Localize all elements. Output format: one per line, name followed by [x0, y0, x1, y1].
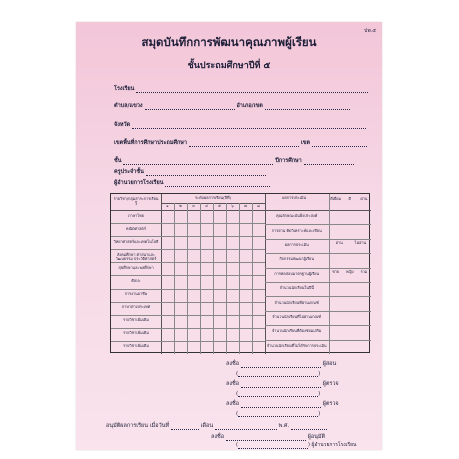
table-header-divider — [111, 210, 371, 211]
approver-sign — [211, 433, 325, 441]
subdistrict-dots — [145, 103, 235, 110]
score-col-line — [252, 203, 253, 354]
province-line — [114, 121, 366, 129]
right-row-label: จำนวนนักเรียนที่ต้องซ่อมเสริม — [272, 328, 322, 334]
subject-row-line — [111, 223, 265, 224]
score-col-line — [226, 203, 227, 354]
subject-row-line — [111, 341, 265, 342]
right-row-label: จำนวนนักเรียนที่ไม่ได้รับการประเมิน — [266, 342, 327, 348]
province-dots — [132, 122, 366, 129]
head-scores: ระดับผลการเรียน(ปีที่) — [194, 195, 231, 200]
area-line — [114, 139, 367, 147]
right-row-line — [265, 253, 371, 254]
area-label: เขตพื้นที่การศึกษาประถมศึกษา — [114, 140, 188, 146]
right-row-label: จำนวนนักเรียนที่ไม่ผ่านเกณฑ์ — [272, 314, 322, 319]
right-row-line — [265, 311, 371, 312]
homeroom-line — [114, 168, 266, 176]
sign-dots — [241, 381, 321, 388]
score-col-label: ๓ — [192, 203, 195, 208]
approver-title: ( ) ผู้อำนวยการโรงเรียน — [236, 442, 357, 448]
score-col-line — [174, 203, 175, 354]
subject-row-line — [111, 262, 265, 263]
right-small-label: ไม่อ่าน — [354, 239, 367, 245]
name-dots — [236, 410, 321, 417]
director-line — [114, 179, 270, 187]
signature-name-3: ( ) — [236, 411, 321, 417]
subject-label: สังคมศึกษา ศาสนาและวัฒนธรรม ประวัติศาสตร์ — [115, 251, 157, 262]
right-row-label: การทดสอบมาตรฐานผู้เรียน — [274, 270, 320, 276]
signature-teacher — [226, 360, 336, 368]
subject-label: รายวิชาเพิ่มเติม — [123, 330, 149, 336]
right-row-line — [265, 282, 371, 283]
score-col-line — [239, 203, 240, 354]
approver-name-dots — [238, 442, 308, 449]
right-row-line — [265, 296, 371, 297]
subject-row-line — [111, 249, 265, 250]
sign-label: ลงชื่อ — [226, 381, 240, 387]
approve-day-dots — [171, 423, 199, 430]
homeroom-label: ครูประจำชั้น — [114, 169, 144, 175]
right-row-line — [265, 268, 371, 269]
right-value-divider — [329, 194, 330, 354]
score-col-label: ๑ — [166, 203, 169, 208]
book-subtitle: ชั้นประถมศึกษาปีที่ ๕ — [187, 61, 271, 71]
right-small-label: รวม — [360, 268, 368, 274]
right-row-label: การอ่าน คิดวิเคราะห์และเขียน — [271, 227, 322, 233]
signature-name-1: ( ) — [236, 371, 321, 377]
subject-label: คณิตศาสตร์ — [126, 225, 146, 231]
name-dots — [236, 390, 321, 397]
school-dots — [136, 86, 368, 93]
sign-dots — [241, 401, 321, 408]
sign-role: ผู้สอน — [322, 361, 337, 367]
sign-role: ผู้ตรวจ — [322, 381, 339, 387]
subdistrict-label: ตำบล/แขวง — [114, 103, 143, 109]
score-col-label: ๗ — [244, 203, 247, 208]
homeroom-dots — [146, 169, 266, 176]
class-dots — [123, 158, 273, 165]
right-head: ผลการประเมิน — [282, 195, 307, 200]
area-dots — [189, 140, 299, 147]
score-col-label: ๕ — [218, 203, 221, 208]
right-small-label: หญิง — [345, 268, 354, 274]
approve-label: อนุมัติผลการเรียน เมื่อวันที่ — [106, 423, 170, 429]
head-subject: รายวิชา/กลุ่มสาระการเรียนรู้ — [113, 196, 159, 206]
right-row-label: คุณลักษณะอันพึงประสงค์ — [276, 213, 318, 219]
right-row-label: จำนวนนักเรียนที่ผ่านเกณฑ์ — [274, 299, 319, 305]
district-dots — [265, 103, 350, 110]
score-col-label: ๒ — [179, 203, 182, 208]
subject-row-line — [111, 315, 265, 316]
name-dots — [236, 370, 321, 377]
subject-row-line — [111, 302, 265, 303]
subject-label: รายวิชาเพิ่มเติม — [123, 317, 149, 323]
subject-label: รายวิชาเพิ่มเติม — [123, 343, 149, 349]
class-label: ชั้น — [114, 158, 122, 164]
signature-checker-2 — [226, 400, 339, 408]
director-role: ผู้อำนวยการโรงเรียน — [311, 442, 357, 448]
right-row-label: จำนวนนักเรียนในปีนี้ — [279, 285, 314, 291]
score-col-label: ๘ — [257, 203, 260, 208]
score-col-line — [213, 203, 214, 354]
area-suffix-label: เขต — [300, 140, 311, 146]
right-small-label: ผ่าน — [360, 196, 368, 201]
approve-year-label: พ.ศ. — [278, 423, 290, 429]
right-row-line — [265, 224, 371, 225]
subject-row-line — [111, 236, 265, 237]
subject-row-line — [111, 289, 265, 290]
score-col-label: ๖ — [231, 203, 234, 208]
approver-dots — [226, 434, 306, 441]
subject-label: สุขศึกษาและพลศึกษา — [118, 264, 154, 270]
right-row-label: ผลการประเมิน — [284, 242, 309, 247]
approve-month-label: เดือน — [200, 423, 214, 429]
signature-checker-1 — [226, 380, 339, 388]
right-row-line — [265, 325, 371, 326]
sign-label: ลงชื่อ — [226, 361, 240, 367]
year-label: ปีการศึกษา — [275, 158, 302, 164]
grade-table — [110, 193, 370, 353]
district-label: อำเภอ/เขต — [236, 103, 263, 109]
area-suffix-dots — [312, 140, 367, 147]
right-small-label: ดีเยี่ยม — [330, 196, 342, 201]
signature-name-2: ( ) — [236, 391, 321, 397]
province-label: จังหวัด — [114, 122, 131, 128]
sign-dots — [241, 361, 321, 368]
subject-label: ศิลปะ — [131, 278, 141, 283]
sign-label: ลงชื่อ — [226, 401, 240, 407]
right-row-label: กิจกรรมพัฒนาผู้เรียน — [279, 256, 314, 262]
right-row-line — [265, 340, 371, 341]
approval-line — [106, 422, 327, 430]
approver-role: ผู้อนุมัติ — [307, 434, 326, 440]
grade-record-book-cover — [76, 22, 382, 450]
subject-col-divider — [161, 194, 162, 354]
school-label: โรงเรียน — [114, 86, 135, 92]
director-dots — [165, 180, 270, 187]
score-col-label: ๔ — [205, 203, 208, 208]
approve-year-dots — [291, 423, 327, 430]
school-line — [114, 85, 368, 93]
sign-role: ผู้ตรวจ — [322, 401, 339, 407]
subject-label: ภาษาต่างประเทศ — [121, 304, 151, 310]
class-line — [114, 157, 354, 165]
subject-row-line — [111, 328, 265, 329]
document-code: ปพ.๕ — [364, 28, 376, 34]
score-col-line — [187, 203, 188, 354]
subject-label: ภาษาไทย — [128, 212, 144, 218]
subdistrict-line — [114, 102, 350, 110]
subject-label: วิทยาศาสตร์และเทคโนโลยี — [113, 238, 159, 244]
score-col-line — [200, 203, 201, 354]
director-label: ผู้อำนวยการโรงเรียน — [114, 180, 164, 186]
approver-sign-label: ลงชื่อ — [211, 434, 225, 440]
right-small-label: อ่าน — [335, 239, 343, 245]
approve-month-dots — [215, 423, 277, 430]
right-small-label: ชาย — [332, 268, 340, 274]
subject-row-line — [111, 275, 265, 276]
subject-label: การงานอาชีพ — [124, 291, 148, 297]
right-small-label: ดี — [348, 196, 352, 201]
year-dots — [304, 158, 354, 165]
book-title: สมุดบันทึกการพัฒนาคุณภาพผู้เรียน — [141, 35, 317, 49]
